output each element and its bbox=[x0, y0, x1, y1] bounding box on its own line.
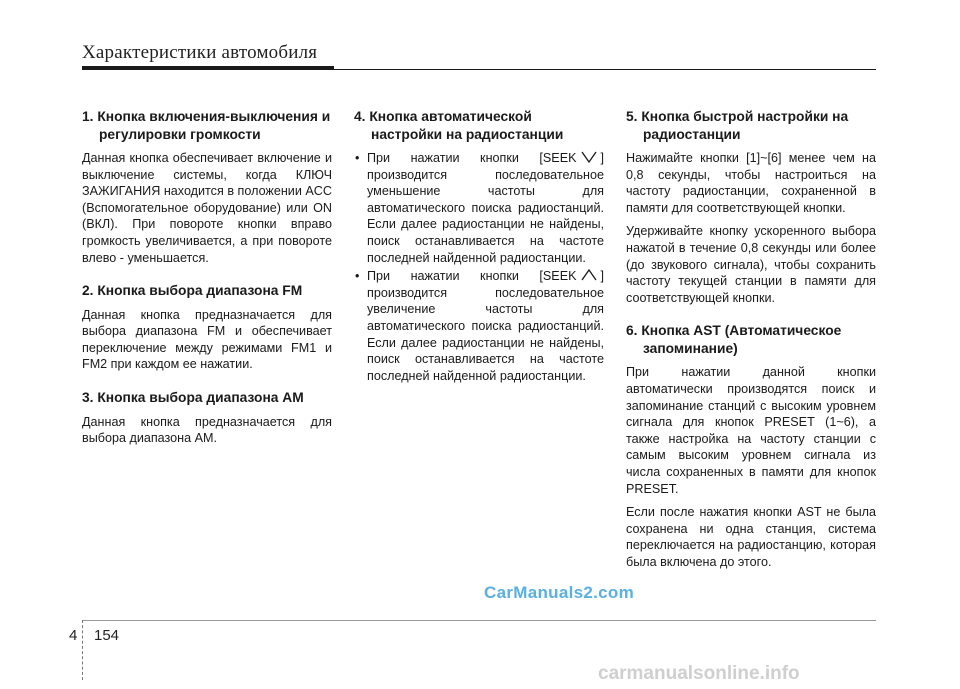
section-6-body-1: При нажатии данной кнопки автоматически производятся поиск и запоминание станций с высоким уровнем сигнала для кнопок PRESET (1~6), а также настройка на частоту станции с самым высоким уровнем сигнала из числа сохраненных в памяти для кнопок PRESET. bbox=[626, 365, 876, 496]
section-4-title: 4. Кнопка автоматической настройки на радиостанции bbox=[354, 109, 564, 142]
watermark-link[interactable]: CarManuals2.com bbox=[484, 583, 634, 602]
section-1-title: 1. Кнопка включения-выключения и регулировки громкости bbox=[82, 109, 331, 142]
chapter-number: 4 bbox=[69, 627, 78, 644]
page-number: 154 bbox=[94, 627, 120, 644]
section-2-title: 2. Кнопка выбора диапазона FM bbox=[82, 283, 303, 299]
section-5-body-2: Удерживайте кнопку ускоренного выбора нажатой в течение 0,8 секунды или более (до звукового сигнала), чтобы сохранить частоту текущей станции в памяти для соответствующей кнопки. bbox=[626, 224, 876, 305]
chevron-down-icon bbox=[577, 150, 601, 164]
page-number-divider bbox=[82, 620, 83, 680]
column-2 bbox=[354, 108, 604, 386]
section-1-body: Данная кнопка обеспечивает включение и выключение системы, когда КЛЮЧ ЗАЖИГАНИЯ находится в положении ACC (Вспомогательное оборудование) или ON (ВКЛ). При повороте кнопки вправо громкость увеличивается, а при повороте влево - уменьшается. bbox=[82, 151, 332, 265]
list-item: • При нажатии кнопки [SEEK ] производится последовательное увеличение частоты для автоматического поиска радиостанций. Если далее радиостанции не найдены, поиск останавливается на частоте последней найденной радиостанции. bbox=[354, 268, 604, 384]
section-5-body-1: Нажимайте кнопки [1]~[6] менее чем на 0,8 секунды, чтобы настроиться на частоту радиостанции, сохраненной в памяти для соответствующей кнопки. bbox=[626, 151, 876, 215]
footer-watermark: carmanualsonline.info bbox=[598, 663, 800, 684]
section-3-body: Данная кнопка предназначается для выбора диапазона AM. bbox=[82, 414, 332, 446]
header-rule-thick bbox=[82, 66, 334, 70]
list-item: • При нажатии кнопки [SEEK ] производится последовательное уменьшение частоты для автоматического поиска радиостанций. Если далее радиостанции не найдены, поиск останавливается на частоте последней найденной радиостанции. bbox=[354, 150, 604, 266]
header-rule-thin bbox=[334, 69, 876, 70]
chevron-up-icon bbox=[577, 268, 601, 282]
column-1 bbox=[82, 108, 332, 454]
section-2-body: Данная кнопка предназначается для выбора диапазона FM и обеспечивает переключение между режимами FM1 и FM2 при каждом ее нажатии. bbox=[82, 307, 332, 372]
column-3 bbox=[626, 108, 876, 577]
section-6-body-2: Если после нажатия кнопки AST не была сохранена ни одна станция, система переключается на радиостанцию, которая была включена до этого. bbox=[626, 505, 876, 569]
page-header-title: Характеристики автомобиля bbox=[82, 42, 318, 63]
section-4-list bbox=[354, 150, 604, 384]
footer-rule bbox=[82, 620, 876, 621]
section-3-title: 3. Кнопка выбора диапазона AM bbox=[82, 390, 304, 406]
section-5-title: 5. Кнопка быстрой настройки на радиостанции bbox=[626, 109, 849, 142]
section-6-title: 6. Кнопка AST (Автоматическое запоминание) bbox=[626, 323, 842, 356]
